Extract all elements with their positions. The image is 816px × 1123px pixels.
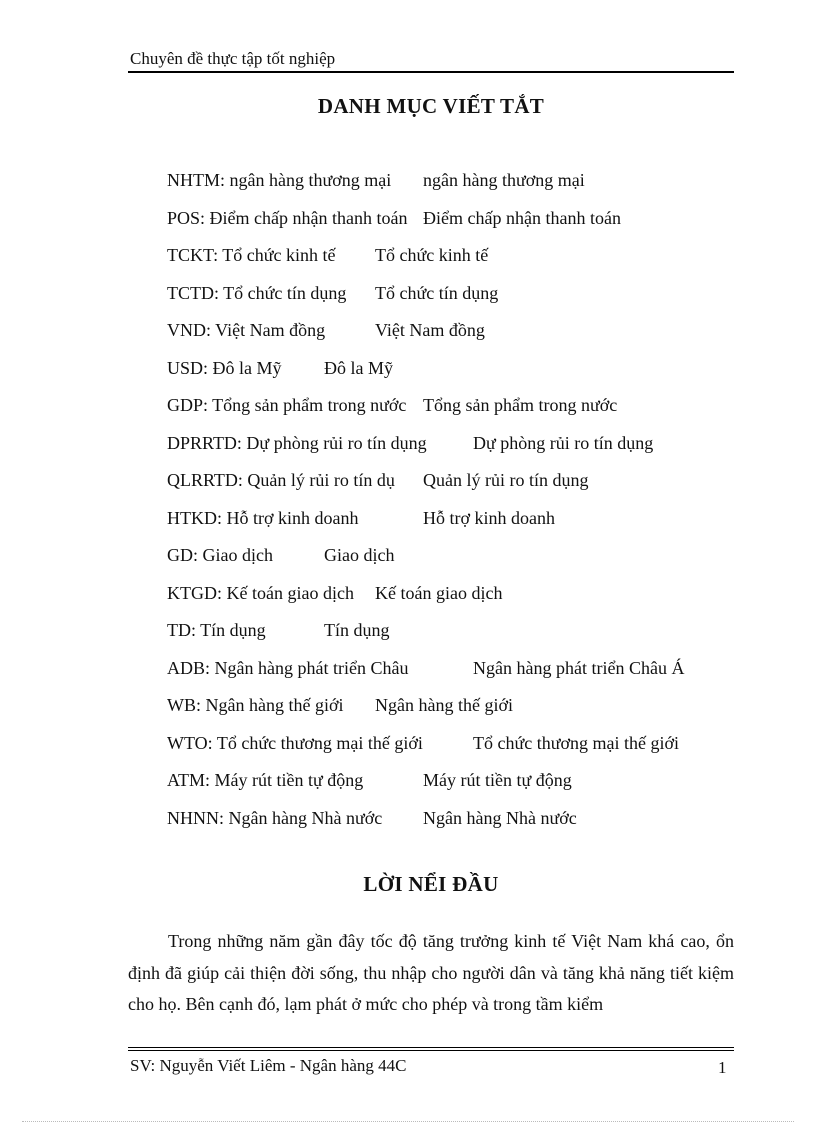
- abbreviation-meaning: Máy rút tiền tự động: [423, 770, 572, 790]
- abbreviation-term: ATM: Máy rút tiền tự động: [167, 770, 364, 790]
- abbreviation-meaning: Việt Nam đồng: [375, 320, 485, 340]
- intro-paragraph: Trong những năm gần đây tốc độ tăng trưởng kinh tế Việt Nam khá cao, ổn định đã giúp cải thiện đời sống, thu nhập cho người dân và tăng khả năng tiết kiệm cho họ. Bên cạnh đó, lạm phát ở mức cho phép và trong tầm kiểm: [128, 931, 734, 1014]
- abbreviation-meaning: Tổng sản phẩm trong nước: [423, 395, 618, 415]
- abbreviation-row: [167, 583, 747, 621]
- abbreviation-term: GDP: Tổng sản phẩm trong nước: [167, 395, 407, 415]
- footer-rule-top: [128, 1047, 734, 1048]
- abbreviation-term: WTO: Tổ chức thương mại thế giới: [167, 732, 423, 753]
- abbreviation-term: TCKT: Tổ chức kinh tế: [167, 245, 336, 265]
- abbreviation-term: QLRRTD: Quản lý rủi ro tín dụ: [167, 470, 395, 490]
- abbreviation-term: TCTD: Tổ chức tín dụng: [167, 282, 347, 303]
- abbreviation-row: [167, 320, 747, 358]
- abbreviation-meaning: Tín dụng: [324, 620, 390, 640]
- abbreviation-term: KTGD: Kế toán giao dịch: [167, 582, 354, 603]
- abbreviation-term: DPRRTD: Dự phòng rủi ro tín dụng: [167, 432, 427, 453]
- abbreviation-meaning: Ngân hàng Nhà nước: [423, 807, 577, 828]
- abbreviation-row: [167, 170, 747, 208]
- header-rule: [128, 71, 734, 73]
- abbreviation-list: [167, 170, 747, 845]
- abbreviation-row: [167, 695, 747, 733]
- page-number: 1: [718, 1058, 727, 1077]
- header-title: Chuyên đề thực tập tốt nghiệp: [130, 49, 336, 68]
- abbreviation-row: [167, 433, 747, 471]
- abbreviation-row: [167, 545, 747, 583]
- abbreviation-row: [167, 808, 747, 846]
- abbreviation-row: [167, 733, 747, 771]
- abbreviation-term: HTKD: Hỗ trợ kinh doanh: [167, 507, 359, 528]
- abbreviation-meaning: Kế toán giao dịch: [375, 582, 503, 603]
- abbreviation-meaning: Giao dịch: [324, 545, 395, 565]
- abbreviation-meaning: Ngân hàng phát triển Châu Á: [473, 657, 685, 678]
- abbreviation-row: [167, 658, 747, 696]
- abbreviation-meaning: Ngân hàng thế giới: [375, 695, 513, 715]
- abbreviation-meaning: Điểm chấp nhận thanh toán: [423, 207, 621, 228]
- abbreviation-term: VND: Việt Nam đồng: [167, 320, 326, 340]
- abbreviation-meaning: ngân hàng thương mại: [423, 170, 585, 190]
- abbreviation-meaning: Tổ chức tín dụng: [375, 282, 499, 303]
- abbreviation-term: WB: Ngân hàng thế giới: [167, 695, 344, 715]
- abbreviation-row: [167, 358, 747, 396]
- abbreviations-title: DANH MỤC VIẾT TẮT: [317, 94, 545, 118]
- abbreviation-term: GD: Giao dịch: [167, 545, 273, 565]
- abbreviation-term: POS: Điểm chấp nhận thanh toán: [167, 207, 408, 228]
- abbreviation-meaning: Đô la Mỹ: [324, 357, 393, 378]
- abbreviation-row: [167, 395, 747, 433]
- abbreviation-term: NHTM: ngân hàng thương mại: [167, 170, 392, 190]
- abbreviation-meaning: Quản lý rủi ro tín dụng: [423, 470, 589, 490]
- abbreviation-row: [167, 770, 747, 808]
- abbreviation-term: TD: Tín dụng: [167, 620, 266, 640]
- abbreviation-meaning: Dự phòng rủi ro tín dụng: [473, 432, 654, 453]
- abbreviation-meaning: Tổ chức thương mại thế giới: [473, 732, 680, 753]
- abbreviation-row: [167, 283, 747, 321]
- page-edge: [22, 1121, 794, 1122]
- abbreviation-term: NHNN: Ngân hàng Nhà nước: [167, 807, 383, 828]
- footer-rule-bottom: [128, 1050, 734, 1051]
- abbreviation-row: [167, 620, 747, 658]
- abbreviation-meaning: Hỗ trợ kinh doanh: [423, 507, 556, 528]
- abbreviation-row: [167, 208, 747, 246]
- abbreviation-term: ADB: Ngân hàng phát triển Châu: [167, 657, 409, 678]
- abbreviation-meaning: Tổ chức kinh tế: [375, 245, 489, 265]
- abbreviation-row: [167, 508, 747, 546]
- footer-author: SV: Nguyễn Viết Liêm - Ngân hàng 44C: [130, 1056, 407, 1075]
- abbreviation-row: [167, 470, 747, 508]
- intro-title: LỜI NỂI ĐẦU: [363, 872, 499, 896]
- intro-body: [128, 926, 734, 1021]
- abbreviation-term: USD: Đô la Mỹ: [167, 357, 282, 378]
- abbreviation-row: [167, 245, 747, 283]
